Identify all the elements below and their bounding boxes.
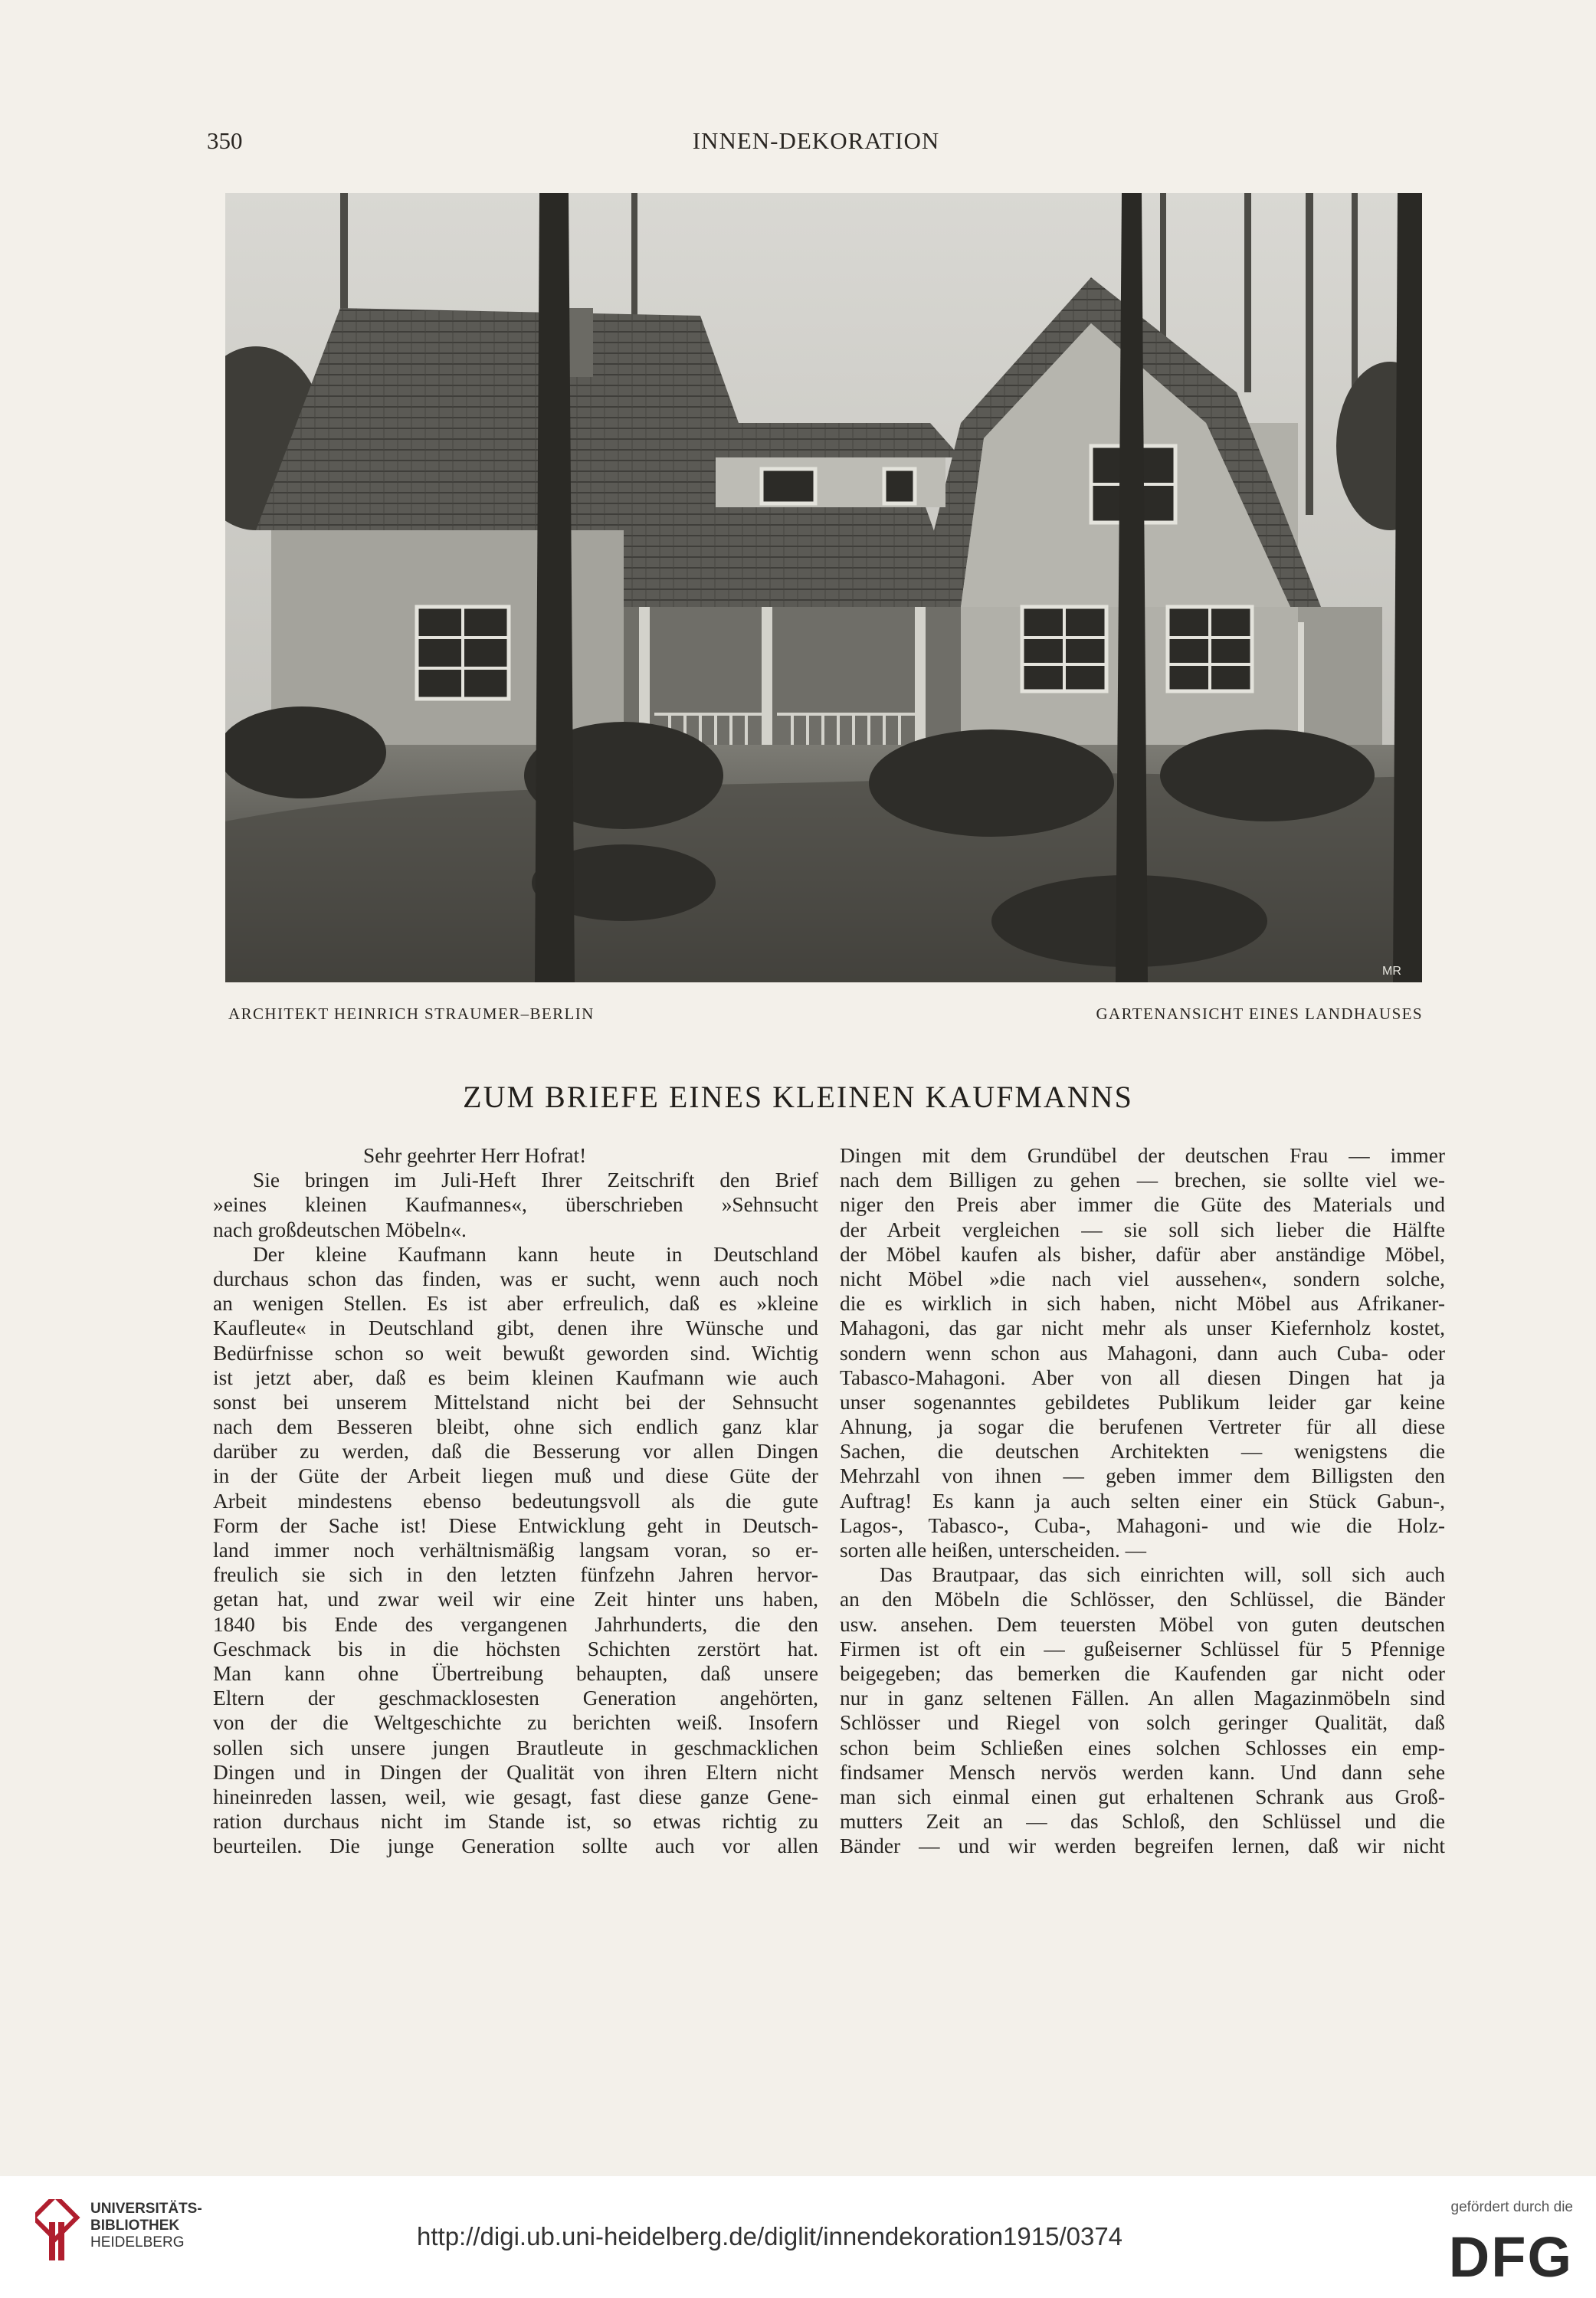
text-line: an wenigen Stellen. Es ist aber erfreulich, daß es »kleine [213,1292,818,1316]
text-line: Schlösser und Riegel von solch geringer Qualität, daß [840,1711,1445,1735]
article-title: ZUM BRIEFE EINES KLEINEN KAUFMANNS [463,1080,1133,1114]
page-number: 350 [207,127,243,154]
text-line: Lagos-, Tabasco-, Cuba-, Mahagoni- und wie die Holz- [840,1513,1445,1537]
text-line: beigegeben; das bemerken die Kaufenden gar nicht oder [840,1661,1445,1685]
text-line: die es wirklich in sich haben, nicht Möbel aus Afrikaner- [840,1292,1445,1316]
source-url-link[interactable]: http://digi.ub.uni-heidelberg.de/diglit/innendekoration1915/0374 [417,2222,1123,2250]
text-line: Sie bringen im Juli-Heft Ihrer Zeitschrift den Brief [253,1169,818,1192]
text-line: Man kann ohne Übertreibung behaupten, daß unsere [213,1661,818,1685]
text-line: Das Brautpaar, das sich einrichten will, soll sich auch [880,1563,1445,1587]
text-line: Firmen ist oft ein — gußeiserner Schlüssel für 5 Pfennige [840,1637,1445,1660]
text-line: Bedürfnisse schon so weit bewußt geworden sind. Wichtig [213,1341,818,1365]
text-line: Eltern der geschmacklosesten Generation angehörten, [213,1687,818,1710]
text-line: nach dem Besseren bleibt, ohne sich endlich ganz klar [213,1415,818,1439]
text-line: Geschmack bis in die höchsten Schichten zerstört hat. [213,1637,818,1660]
text-line: Form der Sache ist! Diese Entwicklung geht in Deutsch- [213,1513,818,1537]
text-line: Kaufleute« in Deutschland gibt, denen ihre Wünsche und [213,1316,818,1340]
right-text-column [840,1143,1445,1858]
text-line: sollen sich unsere jungen Brautleute in geschmacklichen [213,1736,818,1759]
text-line: mutters Zeit an — das Schloß, den Schlüssel und die [840,1810,1445,1834]
funding-note: gefördert durch die [1450,2199,1573,2215]
journal-title: INNEN-DEKORATION [692,127,940,154]
text-line: getan hat, und zwar weil wir eine Zeit hinter uns haben, [213,1588,818,1611]
library-name-line: HEIDELBERG [90,2234,185,2250]
photo-monogram: MR [1382,965,1401,978]
text-line: darüber zu werden, daß die Besserung vor allen Dingen [213,1440,818,1464]
text-line: von der die Weltgeschichte zu berichten weiß. Insofern [213,1711,818,1735]
library-name [90,2201,202,2251]
caption-description: GARTENANSICHT EINES LANDHAUSES [1096,1005,1423,1023]
dfg-logo: DFG [1448,2225,1573,2289]
text-line: nicht Möbel »die nach viel aussehen«, sondern solche, [840,1267,1445,1290]
text-line: usw. ansehen. Dem teuersten Möbel von guten deutschen [840,1612,1445,1636]
text-line: Bänder — und wir werden begreifen lernen, daß wir nicht [840,1834,1445,1858]
text-line: man sich einmal einen gut erhaltenen Schrank aus Groß- [840,1785,1445,1808]
text-line: nur in ganz seltenen Fällen. An allen Magazinmöbeln sind [840,1687,1445,1710]
text-line: Mahagoni, das gar nicht mehr als unser Kiefernholz kostet, [840,1316,1445,1340]
text-line: 1840 bis Ende des vergangenen Jahrhunderts, die den [213,1612,818,1636]
left-text-column [213,1143,818,1858]
running-head [207,127,1425,158]
text-line: Arbeit mindestens ebenso bedeutungsvoll als die gute [213,1489,818,1513]
text-line: ist jetzt aber, daß es beim kleinen Kaufmann wie auch [213,1365,818,1389]
house-photograph [225,193,1422,982]
text-line: Dingen mit dem Grundübel der deutschen Frau — immer [840,1144,1445,1167]
text-line: Der kleine Kaufmann kann heute in Deutschland [253,1242,818,1266]
text-line: Tabasco-Mahagoni. Aber von all diesen Dingen hat ja [840,1365,1445,1389]
house-photo-illustration [225,193,1422,982]
text-line: an den Möbeln die Schlösser, den Schlüssel, die Bänder [840,1588,1445,1611]
text-line: findsamer Mensch nervös werden kann. Und dann sehe [840,1760,1445,1784]
text-line: Dingen und in Dingen der Qualität von ihren Eltern nicht [213,1760,818,1784]
library-name-line: UNIVERSITÄTS- [90,2201,202,2217]
caption-architect: ARCHITEKT HEINRICH STRAUMER–BERLIN [228,1005,595,1023]
library-name-line: BIBLIOTHEK [90,2218,180,2234]
text-line: hineinreden lassen, weil, wie gesagt, fast diese ganze Gene- [213,1785,818,1808]
text-line: Ahnung, ja sogar die berufenen Vertreter für all diese [840,1415,1445,1439]
digitization-footer [0,2176,1596,2298]
text-line: Auftrag! Es kann ja auch selten einer ein Stück Gabun-, [840,1489,1445,1513]
text-line: land immer noch verhältnismäßig langsam voran, so er- [213,1539,818,1562]
text-line: sorten alle heißen, unterscheiden. — [840,1539,1147,1562]
text-line: schon beim Schließen eines solchen Schlosses ein emp- [840,1736,1445,1759]
text-line: der Arbeit vergleichen — sie soll sich lieber die Hälfte [840,1218,1445,1241]
text-line: beurteilen. Die junge Generation sollte auch vor allen [213,1834,818,1858]
text-line: sonst bei unserem Mittelstand nicht bei der Sehnsucht [213,1390,818,1414]
text-line: Mehrzahl von ihnen — geben immer dem Billigsten den [840,1464,1445,1488]
text-line: Sachen, die deutschen Architekten — wenigstens die [840,1440,1445,1464]
text-line: freulich sie sich in den letzten fünfzehn Jahren hervor- [213,1563,818,1587]
text-line: »eines kleinen Kaufmannes«, überschrieben »Sehnsucht [213,1193,818,1217]
text-line: in der Güte der Arbeit liegen muß und diese Güte der [213,1464,818,1488]
text-line: niger den Preis aber immer die Güte des Materials und [840,1193,1445,1217]
text-line: Sehr geehrter Herr Hofrat! [363,1144,587,1167]
text-line: durchaus schon das finden, was er sucht, wenn auch noch [213,1267,818,1290]
text-line: nach großdeutschen Möbeln«. [213,1218,467,1241]
text-line: sondern wenn schon aus Mahagoni, dann auch Cuba- oder [840,1341,1445,1365]
university-library-logo-icon [35,2199,81,2264]
text-line: unser sogenanntes gebildetes Publikum leider gar keine [840,1390,1445,1414]
text-line: nach dem Billigen zu gehen — brechen, sie sollte viel we- [840,1169,1445,1192]
text-line: ration durchaus nicht im Stande ist, so etwas richtig zu [213,1810,818,1834]
text-line: der Möbel kaufen als bisher, dafür aber anständige Möbel, [840,1242,1445,1266]
